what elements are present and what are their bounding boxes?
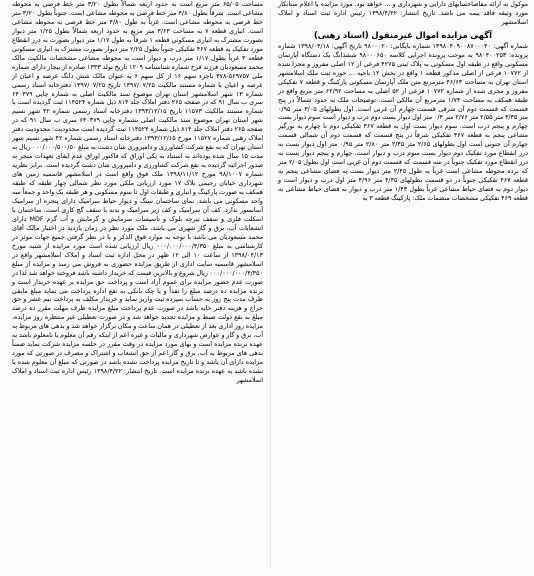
auction-notice-title: آگهی مزایده اموال غیرمنقول (اسناد رهنی) xyxy=(313,29,493,40)
left-column xyxy=(12,0,264,385)
right-column xyxy=(278,0,528,576)
auction-notice-continuation: مساحت ۶۵/۰۵ متر مربع است به حدود اربعه شمالاً بطول ۳/۲۰ متر خط فرضی به محوطه مشاعی است. شرقاً بطول ۴/۸۰ متر خط فرضی به محوطه مشاعی است. جنوباً بطول ۳/۲۰ متر خط فرضی به محوطه مشاعی است. غرباً به طول ۴/۸۰ متر خط فرضی به محوطه مشاعی است. انباری قطعه ۷ به مساحت ۳/۶۳ متر مربع به حدود اربعه شمالاً بطول ۱/۲۵ متر دیوار بصورت مشترک به انباری مسکونی قطعه ۱ شرقاً به طول ۱/۱۷ متر دیوار بصورت به درز انقطاع مورد تفکیک به قطعه ۴۶۷ تفکیکی جنوباً بطول ۲/۲۵ متر دیوار بصورت مشترک به انباری مسکونی قطعه ۳ غرباً بطول ۱/۱۷ متر درب و دیوار است به محوطه مشاعی مشخصات مالکیت مالک محمد مسعودیان فرزند فرخ شماره شناسنامه ۱۲۰۹ تاریخ تولد ۱۳۳۳ صادره از بیجار دارای شماره ملی ۵۶۹۷۵۷-۳۷۸ باجزء سهم ۱۶ از کل سهم ۶ به عنوان مالک شش دانگ عرصه و اعیان از عرصه و اعیان با شماره مستند مالکیت ۱۳۹۷/۰۷/۲۵ تاریخ ۱۳۹۷/۰۷/۲۵ دفترخانه اسناد رسمی شماره ۱۳ شهر اسلامشهر استان تهران موضوع سند مالکیت اصلی به شماره چاپی ۶۴۰۳۷۹ سری ب سال ۹۱ که در صفحه ۲۶۵ دفتر املاک جلد ۸۱۴ ذیل شماره ۱۱۴۵۲۴ ثبت گردیده است با شماره مستند مالکیت ۱۱۵۷۳ تاریخ ۱۳۹۳/۱۲/۱۵ دفترخانه اسناد رسمی شماره ۴۲ شهر نسیم شهر استان تهران موضوع سند مالکیت اصلی بشماره چاپی ۶۴۰۳۷۹ سری ب سال ۹۱ که در صفحه ۲۶۵ دفتر املاک جلد ۸۱۴ ذیل شماره ۱۱۴۵۲۴ ثبت گردیده است محدودیت: محدودیت دفتر املاک رهنی شماره ۱۱۵۲۷ مورخ ۱۳۹۳/۱۲/۱۵ دفترخانه اسناد رسمی شماره ۴۲ شهر نسیم شهر استان تهران که به نفع شرکت کشاورزی و دامپروری شان دشت به مبلغ ۰۰۰/۰۰۰/۵۰۰/۵۰ ریال به مدت ۱۵ سال شده بوده‌اند به استناد به یکی اوراق که فاکتور اوراق عدم ایفای تعهدات منجر به صدور اجرائیه گردیده به نفع شرکت کشاورزی و دامپروری شان دشت گردیده است. برابر نظریه شماره ۹۸/۱۰۰۷ مورخ ۱۳۹۸/۱۱/۱۲ ملک فوق واقع است در اسلامشهر قاسمیه زمین های شهرداری خیابان رحیمی بلاک ۱۷ مورد ارزیابی ملکی مورد نظر شمالی چهار طبقه که طبقه همکف به صورت پارکینگ و انباری و طبقات اول تا سوم مسکونی و هر طبقه یک واحد و جمعاً سه واحد مسکونی می باشد. نمای ساختمان سنگ و دیوار حیاط سرامیک دارای پنجره از سرامیک آسانسور ندارد. کف آن سرامیک و کف زیر سرامیک و بدنه با سقف گچ کاری است. ساختمان با اسکلت فلزی و سقف تیرچه بلوک و تاسیسات سرمایش و گرمایش و آب گرم MDF دارای انشعابات آب، برق و گاز شهری می باشد، ملک مورد نظر در زمان بازدید در اختیار مالک آقای محمد مسعودیان می باشد با توجه به موارد فوق الذکر و با در نظر گرفتن جمیع جهات موثر در کارشناسی به مبلغ ۰۰۰/۰۰۰/۰۰۰/۴/۳۵۰ ریال ارزیابی شده است مورد مزایده از شنبه مورخ ۱۳۹۸/۰۴/۱۳ از ساعت ۱۰ الی ۱۲ ظهر در محل اداره ثبت اسناد و املاک اسلامشهر واقع در اسلامشهر قاسمیه سایت اداری از طریق مزایده حضوری به فروش می رسد و مزایده از مبلغ ۰۰۰/۰۰۰/۰۰۰/۴/۳۵۰ ریال شروع و بالاترین قیمت که خریدار داشته باشد فروخته خواهد شد لذا در صورت عدم حضور مزایده برای عموم آزاد است و پرداخت حق مزایده بر عهده خریدار است و برنده مزایده ده درصد مبلغ را نقداً و یا چک بانکی به نفع اداره پرداخت می نماید مبلغ مابقی ظرف مدت پنج روز به حساب سپرده ثبت واریز نماید و خریدار مکلف به پرداخت نیم عشر و حق حراج و هزینه دفتر خانه باشد در صورت عدم پرداخت مبلغ مزایده ظرف مهلت مقرر ده درصد مبلغ به نفع دولت ضبط و مزایده تجدید خواهد شد و در صورت تعطیلی غیر منتظره روز مزایده، مزایده روز اداری بعد از تعطیلی در همان ساعت و مکان برگزار خواهد شد و بدهی های مربوط به آب، برق و گاز و عوارض شهرداری و مالیات و غیره اعم از اینکه رقم آن معلوم یا نامعلوم باشد به عهده برنده مزایده است و بهای مورد مزایده در وقت مقرر در جلسه مزایده شرکت نماید ضمناً بدهی های مربوط به آب، برق و گاز اعم از حق انشعاب و اشتراک و مصرف در صورتی که مورد مزایده دارای آن باشد و تا تاریخ مزایده پرداخت نشده باشد در صورتی که مبلغ آن معلوم شده یا نشده باشد به عهده برنده مزایده است. تاریخ انتشار: ۱۳۹۸/۴/۲۲ رئیس اداره ثبت اسناد و املاک اسلامشهر xyxy=(12,0,264,385)
column-divider xyxy=(270,8,271,568)
auction-notice-body: شماره آگهی: ۱۳۹۸۰۴۰۹۰۰۸۷۰۰۰۴۰ شماره بایگانی: ۹۸۰۰۰۲۰ تاریخ آگهی: ۱۳۹۸/۰۴/۱۸ شماره پرونده: ۹۸۰۴۰۰۲۵۳ به موجب پرونده اجرایی کلاسه ۹۸۰۰۰۶۵۰ ششدانگ یک دستگاه آپارتمان مسکونی واقع در طبقه اول مسکونی به پلاک ثبتی ۴۲۷۵ فرعی از ۱۲ اصلی مفروز و مجزا شده از ۱۰۷۷۲ فرعی از اصلی مذکور قطعه ۱ واقع در بخش ۱۲ ناحیه ... حوزه ثبت ملک اسلامشهر استان تهران به مساحت ۴۶/۶۳ مترمربع متن ملک آپارتمان مسکونی پارکینگ و قطعه ۷ تفکیکی مفروز و مجزی شده از شماره ۱۰۷۷۲ فرعی از ۵۲ اصلی به مساحت ۶۲/۹۲ متر مربع واقع در طبقه همکف به مساحت ۱/۷۴ مترمربع آن مالکی است. توضیحات ملک به حدود شمالاً در پنج قسمت که قسمت دوم آن شرقی قسمت چهارم آن غربی است. اول بطولهای ۳/۰۵ متر ۰/۹۵ متر ۳/۳۵ متر ۲/۵۵ متر ۲/۷۶ متر ۰/۴ متر اول دیوار بست دوم درب و دیوار است سوم دیوار بست چهارم و پنجم درب است. سوم دیوار بست اول به قطعه ۴۶۷ تفکیکی دوم تا چهارم به نورگیر مشاعی پنجم به قطعه ۴۶۷ تفکیکی شرقاً در پنج قسمت که قسمت دوم آن شمالی قسمت چهارم آن جنوبی است اول بطولهای ۲/۶۵ متر ۲/۴۵ متر ۲/۸۰ متر ۰/۹۵ متر اول دیوار بست به درز انقطاع مورد تفکیک دوم دیوار بست سوم درب و دیوار است. چهارم و پنجم دیوار بست به درز انقطاع مورد تفکیک جنوباً در سه قسمت که قسمت دوم آن غربی است اول بطول ۲/۰۵ متر که نرده محوطه مشاعی است غرباً به طول ۲/۴۵ متر دیوار بست به فضای مشاعی پنجم به قطعه ۴۶۷ تفکیکی جنوباً در دو قسمت بطولهای ۴/۴۵ متر ۴/۹۶ متر اول درب و دیوار است و دیوار دوم به فضای حیاط مشاعی غرباً بطول ۱/۴۳ متر درب و دیوار به فضای حیاط مشاعی به قطعه ۴۶۹ تفکیکی مشخصات منضمات ملک: پارکینگ قطعه ۳ به xyxy=(277,41,529,203)
previous-notice-ending: موکول به ارائه مفاصاحسابهای دارایی و شهرداری و ... خواهد بود. مورد مزایده با اعلام ستانکار مورد وثیقه فاقد بیمه می باشد. تاریخ انتشار: ۱۳۹۸/۴/۲۲ رئیس اداره ثبت اسناد و املاک اسلامشهر xyxy=(278,0,528,26)
